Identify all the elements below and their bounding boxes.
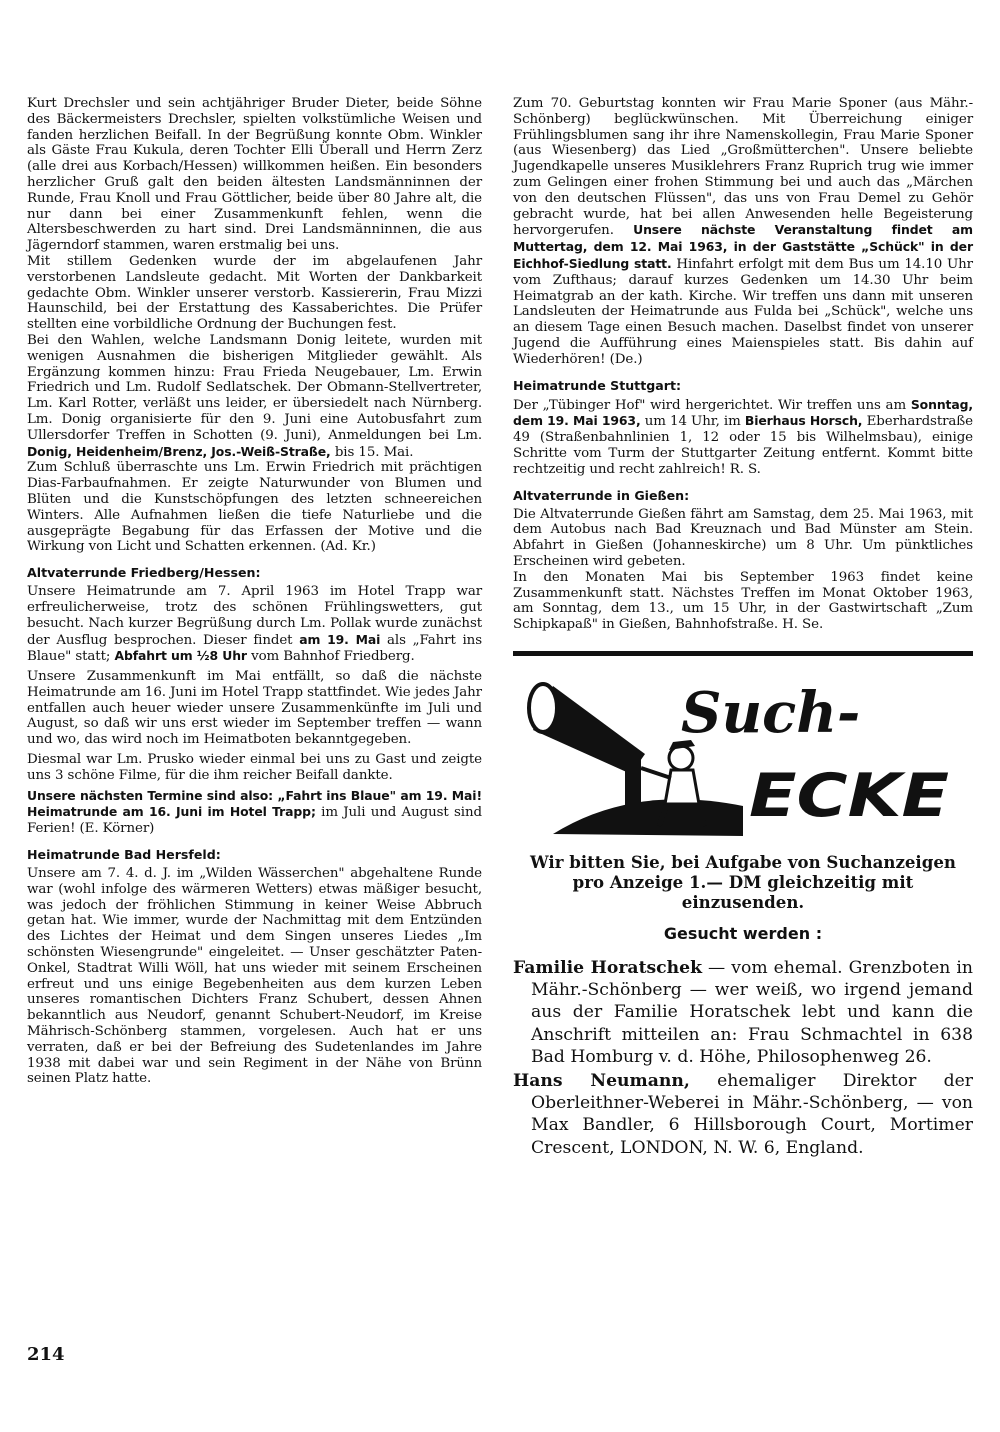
friedberg-date: am 19. Mai [299,631,381,647]
such-script-title: Such- [681,679,861,746]
right-column [513,96,973,1161]
friedberg-p1-mid: als „Fahrt ins Blaue" statt; [27,632,482,665]
friedberg-dates-summary: Unsere nächsten Termine sind also: „Fahrt ins Blaue" am 19. Mai! Heimatrunde am 16. Juni im Hotel Trapp; [27,787,482,820]
friedberg-p1-text: Unsere Heimatrunde am 7. April 1963 im Hotel Trapp war erfreulicherweise, trotz des schönen Frühlingswetters, gut besucht. Nach kurzer Begrüßung durch Lm. Pollak wurde zunächst der Ausflug besprochen. Dieser findet [27,584,482,648]
giessen-paragraph-1: Die Altvaterrunde Gießen fährt am Samstag, dem 25. Mai 1963, mit dem Autobus nach Bad Kreuznach und Bad Münster am Stein. Abfahrt in Gießen (Johanneskirche) um 8 Uhr. Um pünktliches Erscheinen wird gebeten. [513,506,973,569]
suchanzeigen-notice: Wir bitten Sie, bei Aufgabe von Suchanzeigen pro Anzeige 1.— DM gleichzeitig mit einzusenden. [530,851,956,912]
stuttgart-text: Der „Tübinger Hof" wird hergerichtet. Wir treffen uns am [513,397,907,413]
stuttgart-mid: um 14 Uhr, im [644,414,741,430]
wahlen-address: Donig, Heidenheim/Brenz, Jos.-Weiß-Straße, [27,443,331,459]
friedberg-paragraph-2: Unsere Zusammenkunft im Mai entfällt, so daß die nächste Heimatrunde am 16. Juni im Hotel Trapp stattfindet. Wie jedes Jahr entfallen auch heuer wieder unsere Zusammenkünfte im Juli und August, so daß wir uns erst wieder im September treffen — wann und wo, das wird noch im Heimatboten bekanntgegeben. [27,669,482,748]
geburtstag-paragraph [513,96,973,368]
intro-paragraph-1: Kurt Drechsler und sein achtjähriger Bruder Dieter, beide Söhne des Bäckermeisters Drechsler, spielten volkstümliche Weisen und fanden herzlichen Beifall. In der Begrüßung konnte Obm. Winkler als Gäste Frau Kukula, deren Tochter Elli Überall und Herrn Zerz (alle drei aus Korbach/Hessen) willkommen heißen. Ein besonders herzlicher Gruß galt den beiden ältesten Landsmänninnen der Runde, Frau Knoll und Frau Göttlicher, beide über 80 Jahre alt, die nur dann bei einer Zusammenkunft fehlen, wenn die Altersbeschwerden zu hart sind. Drei Landsmänninnen, die aus Jägerndorf stammen, waren erstmalig bei uns. [27,96,482,254]
geburtstag-text: Zum 70. Geburtstag konnten wir Frau Marie Sponer (aus Mähr.-Schönberg) beglückwünschen. Mit Überreichung einiger Frühlingsblumen sang ihr ihre Namenskollegin, Frau Marie Sponer (aus Wiesenberg) das Lied „Großmütterchen". Unsere beliebte Jugendkapelle unseres Musiklehrers Franz Ruprich trug wie immer zum Gelingen einer frohen Stimmung bei und auch das „Märchen von den deutschen Flüssen", das uns von Frau Demel zu Gehör gebracht wurde, hat bei allen Anwesenden helle Begeisterung hervorgerufen. [513,96,973,239]
search-entry [513,1070,973,1159]
such-ecke-illustration [513,666,973,846]
friedberg-paragraph-4 [27,788,482,837]
search-entry-text: — vom ehemal. Grenzboten in Mähr.-Schönberg — wer weiß, wo irgend jemand aus der Familie Horatschek lebt und kann die Anschrift mitteilen an: Frau Schmachtel in 638 Bad Homburg v. d. Höhe, Philosophenweg 26. [531,957,973,1067]
muttertag-announcement: Unsere nächste Veranstaltung findet am Muttertag, dem 12. Mai 1963, in der Gaststätte „Schück" in der Eichhof-Siedlung statt. [513,222,973,271]
stuttgart-heading: Heimatrunde Stuttgart: [513,377,681,393]
friedberg-departure: Abfahrt um ½8 Uhr [114,648,247,664]
stuttgart-venue: Bierhaus Horsch, [744,413,863,429]
man-body-icon [665,770,699,804]
friedberg-p1-end: vom Bahnhof Friedberg. [251,649,415,665]
stand-post [625,754,641,824]
wahlen-paragraph [27,333,482,460]
stuttgart-end: Eberhardstraße 49 (Straßenbahnlinien 1, 12 oder 15 bis Wilhelmsbau), einige Schritte vom Turm der Stuttgarter Zeitung entfernt. Kommt bitte rechtzeitig und recht zahlreich! R. S. [513,414,973,477]
man-head-icon [669,746,693,770]
hersfeld-paragraph: Unsere am 7. 4. d. J. im „Wilden Wässerchen" abgehaltene Runde war (wohl infolge des wärmeren Wetters) etwas mäßiger besucht, was jedoch der fröhlichen Stimmung in keiner Weise Abbruch getan hat. Wie immer, wurde der Nachmittag mit dem Entzünden des Lichtes der Heimat und dem Singen unseres Liedes „Im schönsten Wiesengrunde" eingeleitet. — Unser geschätzter Paten-Onkel, Stadtrat Willi Wöll, hat uns wieder mit seinem Erscheinen erfreut und uns einige Begebenheiten aus dem kurzen Leben unseres romantischen Dichters Franz Schubert, dessen Ahnen bekanntlich aus Neudorf, genannt Schubert-Neudorf, im Kreise Mährisch-Schönberg stammen, vorgelesen. Auch hat er uns verraten, daß er bei der Befreiung des Sudetenlandes im Jahre 1938 mit dabei war und sein Regiment in der Nähe von Brünn seinen Platz hatte. [27,866,482,1087]
hersfeld-heading: Heimatrunde Bad Hersfeld: [27,847,221,863]
wahlen-text: Bei den Wahlen, welche Landsmann Donig leitete, wurden mit wenigen Ausnahmen die bisherigen Mitglieder gewählt. Als Ergänzung kommen hinzu: Frau Frieda Neugebauer, Lm. Erwin Friedrich und Lm. Rudolf Sedlatschek. Der Obmann-Stellvertreter, Lm. Karl Rotter, verläßt uns leider, er übersiedelt nach Nürnberg. Lm. Donig organisierte für den 9. Juni eine Autobusfahrt zum Ullersdorfer Treffen in Schotten (9. Juni), Anmeldungen bei Lm. [27,332,482,443]
giessen-paragraph-2: In den Monaten Mai bis September 1963 findet keine Zusammenkunft statt. Nächstes Treffen im Monat Oktober 1963, am Sonntag, dem 13., um 15 Uhr, in der Gastwirtschaft „Zum Schipkapaß" in Gießen, Bahnhofstraße. H. Se. [513,569,973,633]
friedberg-heading: Altvaterrunde Friedberg/Hessen: [27,565,261,581]
stuttgart-paragraph [513,397,973,478]
giessen-heading: Altvaterrunde in Gießen: [513,487,690,503]
megaphone-opening [529,684,557,732]
page-number: 214 [27,1344,65,1365]
search-entry-name: Hans Neumann, [513,1070,690,1091]
stand-base [613,816,653,828]
friedberg-p4-end: im Juli und August sind Ferien! (E. Körner) [27,805,482,837]
wanted-heading: Gesucht werden : [663,923,823,943]
section-divider [513,651,973,656]
left-column [27,96,482,1091]
search-entry-name: Familie Horatschek [513,957,702,978]
search-entry-text: ehemaliger Direktor der Oberleithner-Weberei in Mähr.-Schönberg, — von Max Bandler, 6 Hillsborough Court, Mortimer Crescent, LONDON, N. W. 6, England. [531,1070,973,1158]
geburtstag-end: Hinfahrt erfolgt mit dem Bus um 14.10 Uhr vom Zufthaus; darauf kurzes Gedenken um 14.30 Uhr beim Heimatgrab an der kath. Kirche. Wir treffen uns dann mit unseren Landsleuten der Heimatrunde aus Fulda bei „Schück", welche uns an diesem Tage einen Besuch machen. Daselbst findet von unserer Jugend die Aufführung eines Maienspieles statt. Bis dahin auf Wiederhören! (De.) [513,256,973,367]
wahlen-deadline: bis 15. Mai. [334,444,414,460]
intro-paragraph-2: Mit stillem Gedenken wurde der im abgelaufenen Jahr verstorbenen Landsleute gedacht. Mit Worten der Dankbarkeit gedachte Obm. Winkler unserer verstorb. Kassiererin, Frau Mizzi Haunschild, bei der Erstattung des Kassaberichtes. Die Prüfer stellten eine vorbildliche Ordnung der Buchungen fest. [27,253,482,333]
schluss-paragraph: Zum Schluß überraschte uns Lm. Erwin Friedrich mit prächtigen Dias-Farbaufnahmen. Er zeigte Naturwunder von Blumen und Blüten und die Kunstschöpfungen des letzten schneereichen Winters. Alle Aufnahmen ließen die tiefe Naturliebe und die ausgeprägte Begabung für das Erfassen der Motive und die Wirkung von Licht und Schatten erkennen. (Ad. Kr.) [27,460,482,555]
man-arm-icon [641,768,671,778]
such-ecke-banner [513,666,973,846]
stuttgart-date: Sonntag, dem 19. Mai 1963, [513,396,973,429]
friedberg-paragraph-3: Diesmal war Lm. Prusko wieder einmal bei uns zu Gast und zeigte uns 3 schöne Filme, für die ihm reicher Beifall dankte. [27,752,482,783]
friedberg-paragraph-1 [27,584,482,665]
search-entry [513,957,973,1068]
ecke-block-title: ECKE [749,760,950,831]
